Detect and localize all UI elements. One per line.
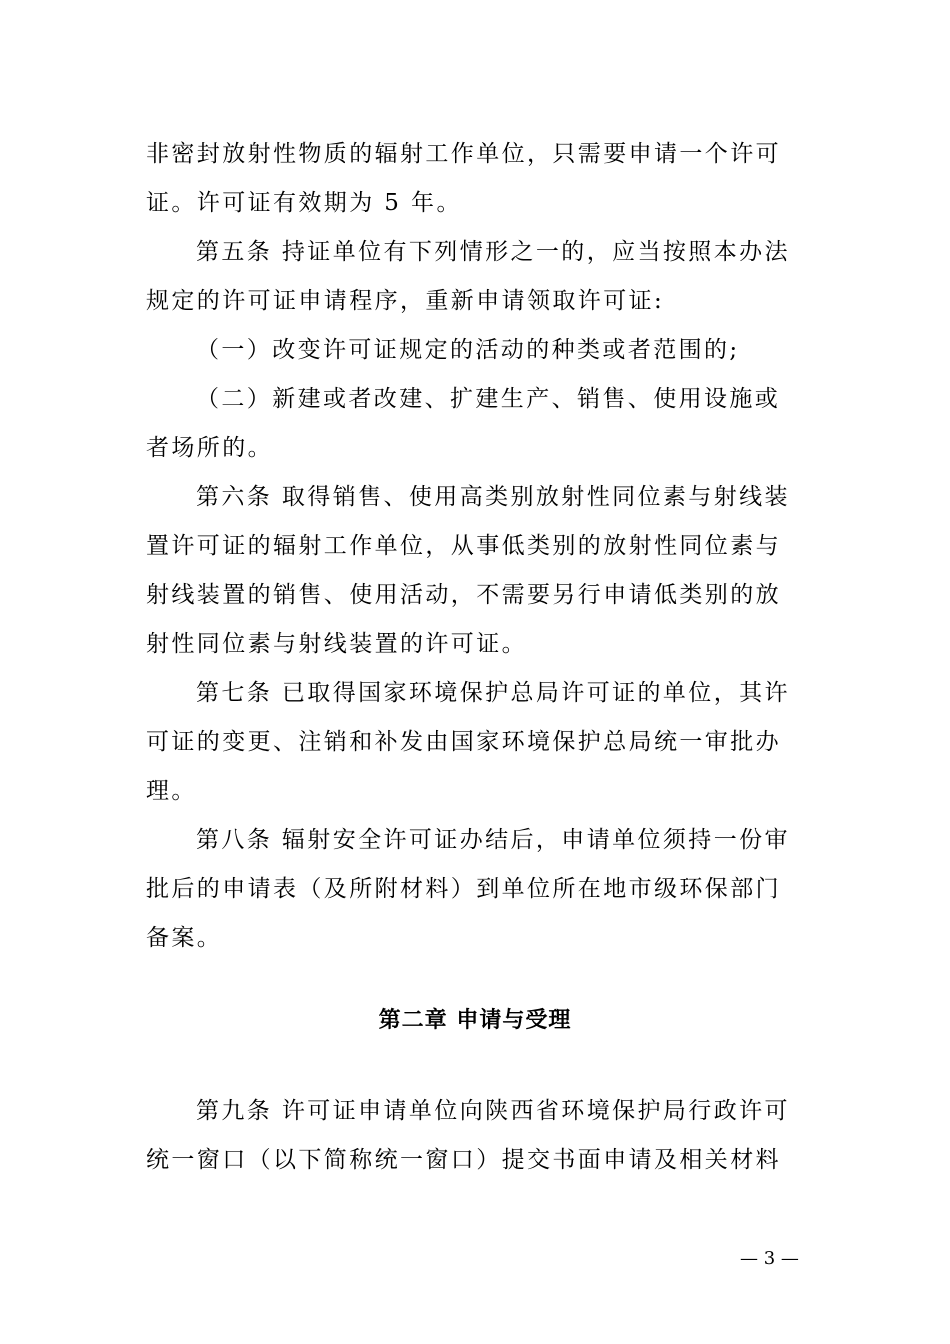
text-line: 规定的许可证申请程序，重新申请领取许可证: <box>146 288 665 314</box>
text-line: 批后的申请表（及所附材料）到单位所在地市级环保部门 <box>146 876 781 902</box>
text-line: 射线装置的销售、使用活动，不需要另行申请低类别的放 <box>146 582 781 608</box>
text-line: 射性同位素与射线装置的许可证。 <box>146 631 527 657</box>
text-line: 可证的变更、注销和补发由国家环境保护总局统一审批办 <box>146 729 781 755</box>
article-6-line: 第六条 取得销售、使用高类别放射性同位素与射线装 <box>196 484 790 510</box>
text-line: 非密封放射性物质的辐射工作单位，只需要申请一个许可 <box>146 141 781 167</box>
text-line: 备案。 <box>146 925 223 951</box>
chapter-heading: 第二章 申请与受理 <box>378 1008 572 1033</box>
article-9-line: 第九条 许可证申请单位向陕西省环境保护局行政许可 <box>196 1098 790 1124</box>
list-item-1: （一）改变许可证规定的活动的种类或者范围的; <box>196 337 740 363</box>
text-line: 置许可证的辐射工作单位，从事低类别的放射性同位素与 <box>146 533 781 559</box>
article-8-line: 第八条 辐射安全许可证办结后，申请单位须持一份审 <box>196 827 790 853</box>
text-line: 理。 <box>146 778 197 804</box>
article-5-line: 第五条 持证单位有下列情形之一的，应当按照本办法 <box>196 239 790 265</box>
page-number: — 3 — <box>740 1248 799 1269</box>
text-line: 证。许可证有效期为 5 年。 <box>146 190 462 216</box>
list-item-2: （二）新建或者改建、扩建生产、销售、使用设施或 <box>196 386 781 412</box>
text-line: 者场所的。 <box>146 435 273 461</box>
article-7-line: 第七条 已取得国家环境保护总局许可证的单位，其许 <box>196 680 790 706</box>
text-line: 统一窗口（以下简称统一窗口）提交书面申请及相关材料 <box>146 1147 781 1173</box>
